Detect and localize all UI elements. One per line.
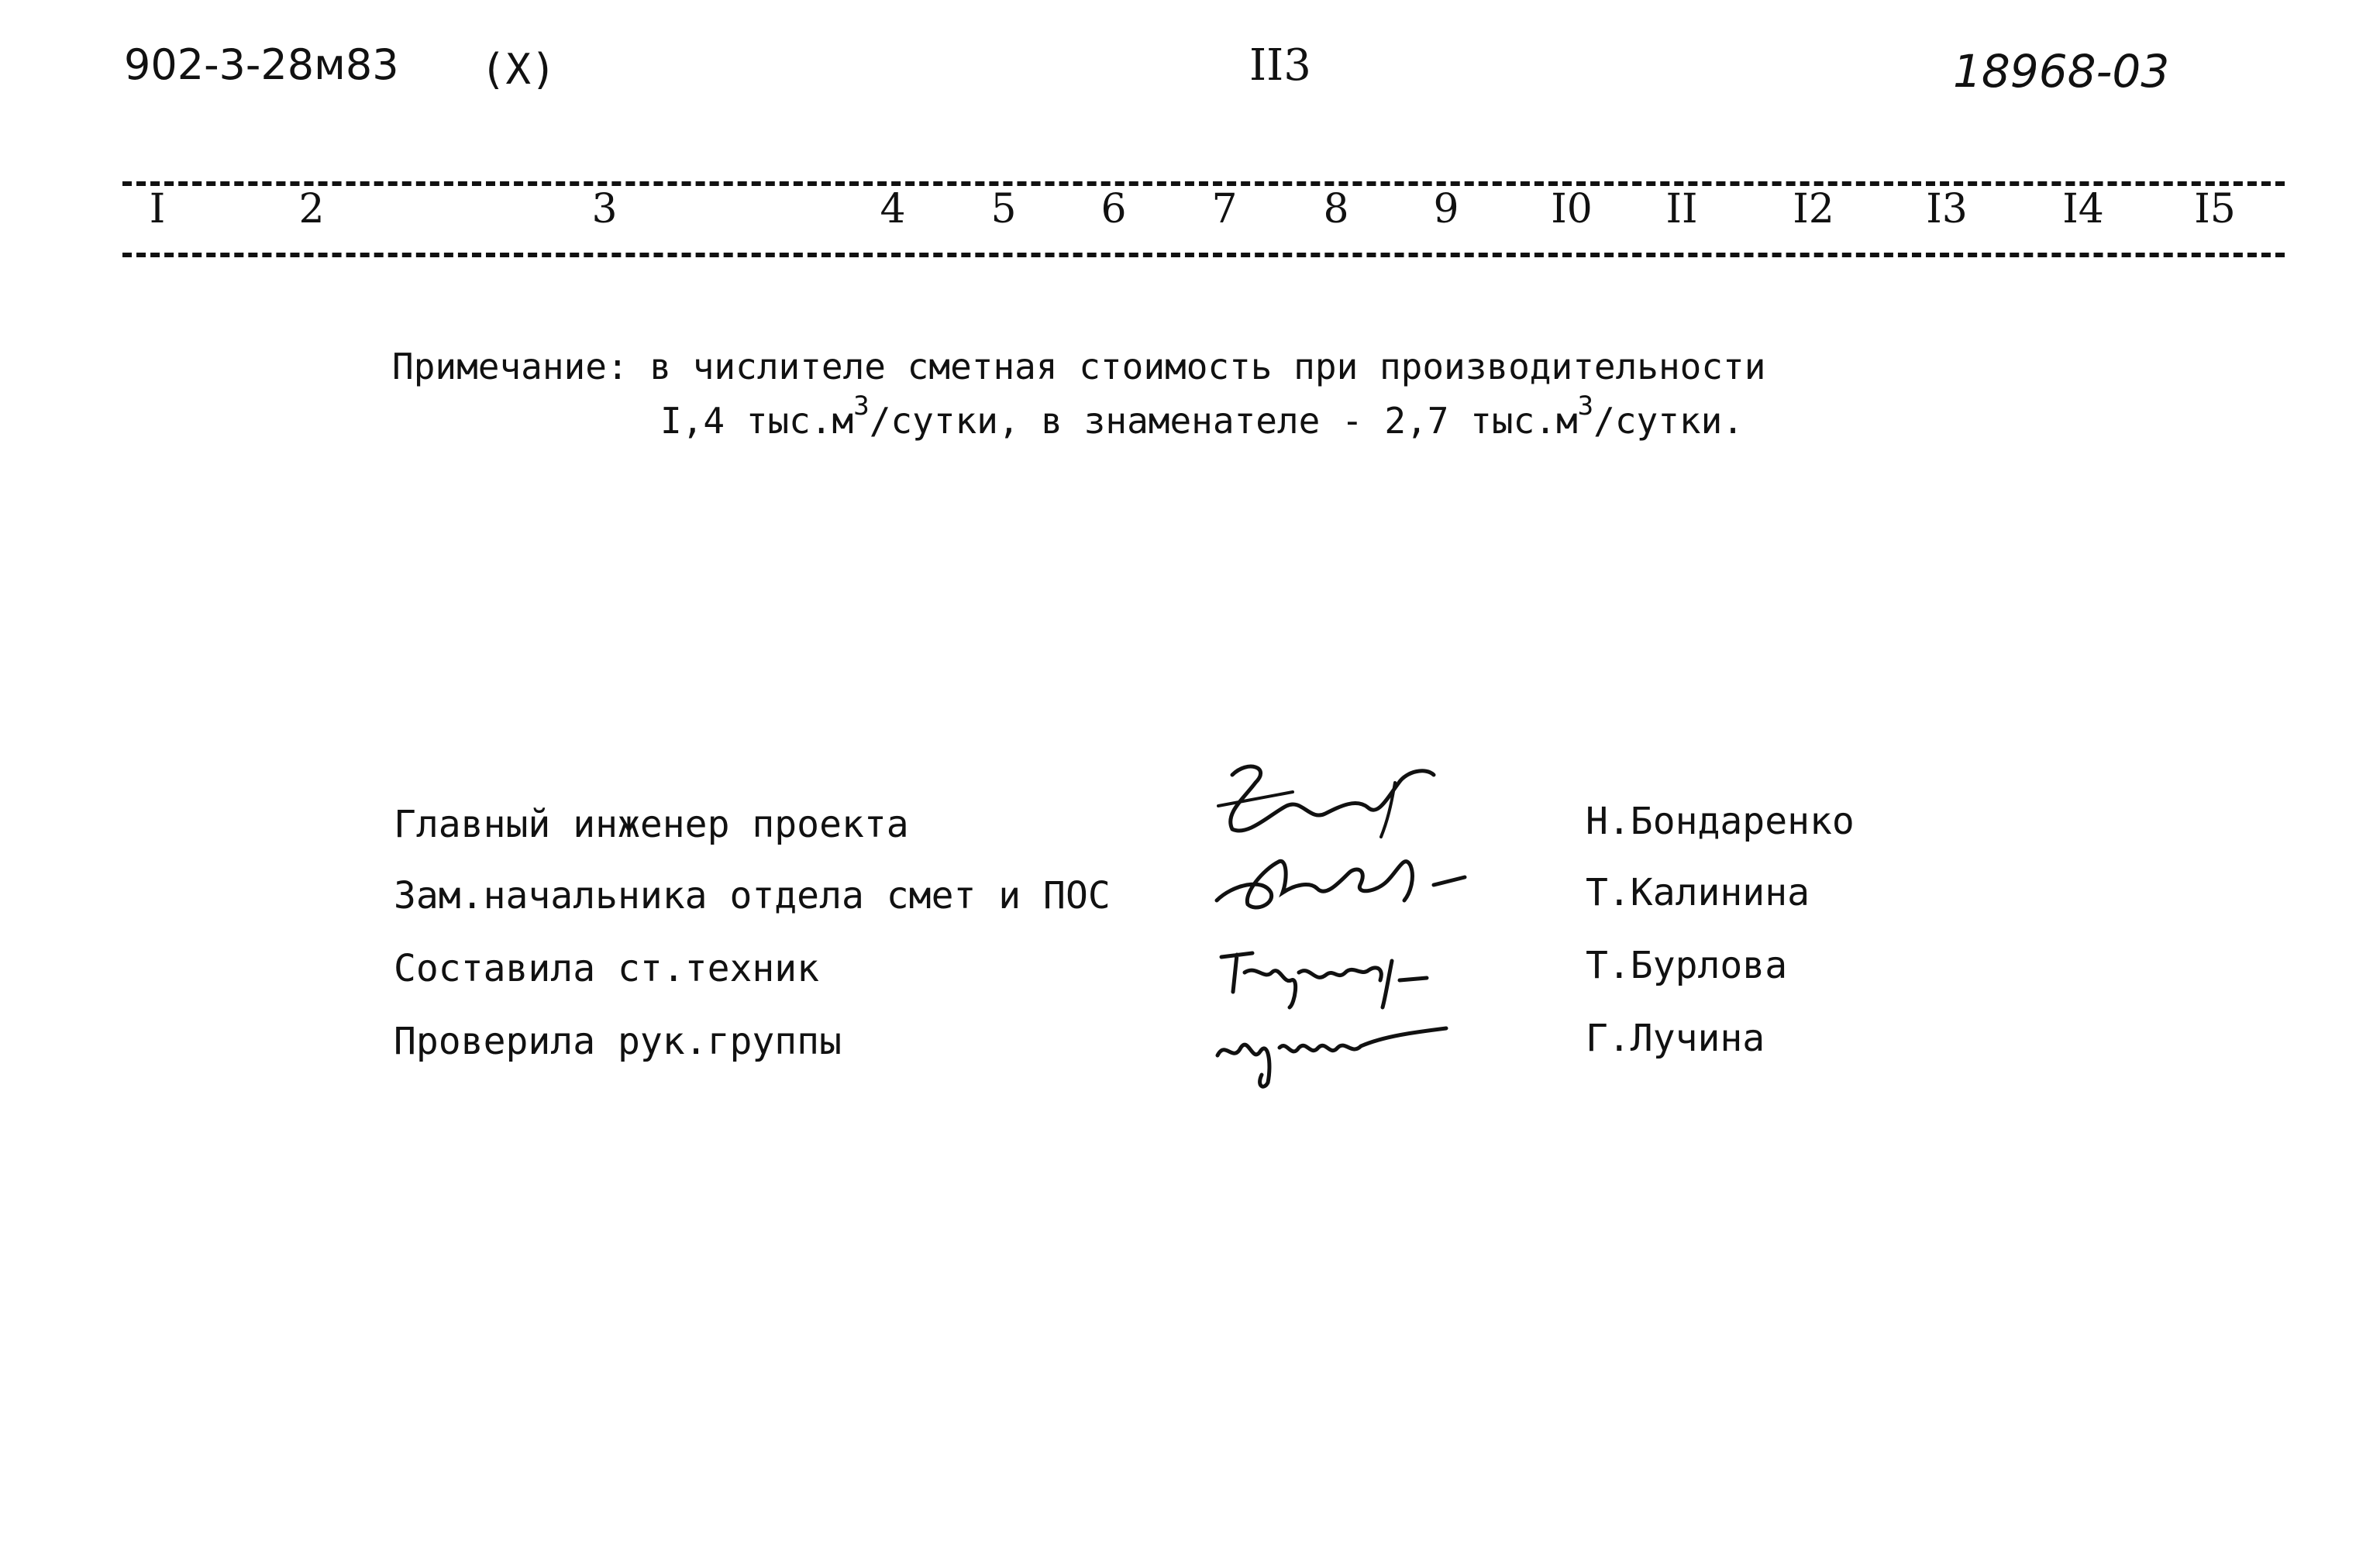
note-line-2 — [660, 391, 1745, 442]
column-number: I2 — [1793, 186, 1834, 232]
handwritten-signature — [1201, 752, 1449, 852]
handwritten-signature — [1214, 938, 1446, 1015]
document-code-left: 902-3-28м83 — [124, 40, 399, 89]
document-code-right: 18968-03 — [1953, 45, 2170, 98]
superscript-3: 3 — [1577, 391, 1594, 422]
table-bottom-dashed-rule — [122, 253, 2285, 257]
column-number: I5 — [2194, 186, 2236, 232]
page-number: II3 — [1249, 40, 1311, 91]
signatory-role: Главный инженер проекта — [394, 803, 909, 846]
signatory-name: Г.Лучина — [1586, 1017, 1765, 1060]
column-number: I4 — [2062, 186, 2104, 232]
handwritten-signature — [1206, 1009, 1462, 1094]
column-number: 7 — [1211, 186, 1238, 232]
column-number: I0 — [1551, 186, 1593, 232]
column-number: 4 — [880, 186, 906, 232]
signatory-role: Составила ст.техник — [394, 947, 820, 990]
signatory-role: Проверила рук.группы — [394, 1020, 842, 1063]
note-text-part-3: /сутки. — [1593, 400, 1745, 442]
column-number: 2 — [298, 186, 325, 232]
signatory-name: Т.Калинина — [1586, 871, 1810, 914]
column-number: 5 — [990, 186, 1017, 232]
handwritten-signature — [1201, 838, 1480, 924]
column-number: 6 — [1100, 186, 1127, 232]
signatory-name: Т.Бурлова — [1586, 944, 1788, 987]
note-text-part-1: I,4 тыс.м — [660, 400, 854, 442]
note-label: Примечание: — [392, 346, 629, 387]
column-number: 8 — [1323, 186, 1349, 232]
signatory-role: Зам.начальника отдела смет и ПОС — [394, 874, 1111, 917]
column-number: 3 — [591, 186, 618, 232]
superscript-3: 3 — [853, 391, 870, 422]
note-text-part-2: /сутки, в знаменателе - 2,7 тыс.м — [869, 400, 1578, 442]
note-line-1 — [392, 346, 1765, 387]
signatory-name: Н.Бондаренко — [1586, 800, 1855, 843]
column-number: 9 — [1433, 186, 1459, 232]
note-text-line-1: в числителе сметная стоимость при производительности — [649, 346, 1766, 387]
column-number: I3 — [1926, 186, 1968, 232]
column-number: I — [149, 186, 166, 232]
section-mark: (X) — [480, 45, 556, 94]
column-number: II — [1665, 186, 1698, 232]
